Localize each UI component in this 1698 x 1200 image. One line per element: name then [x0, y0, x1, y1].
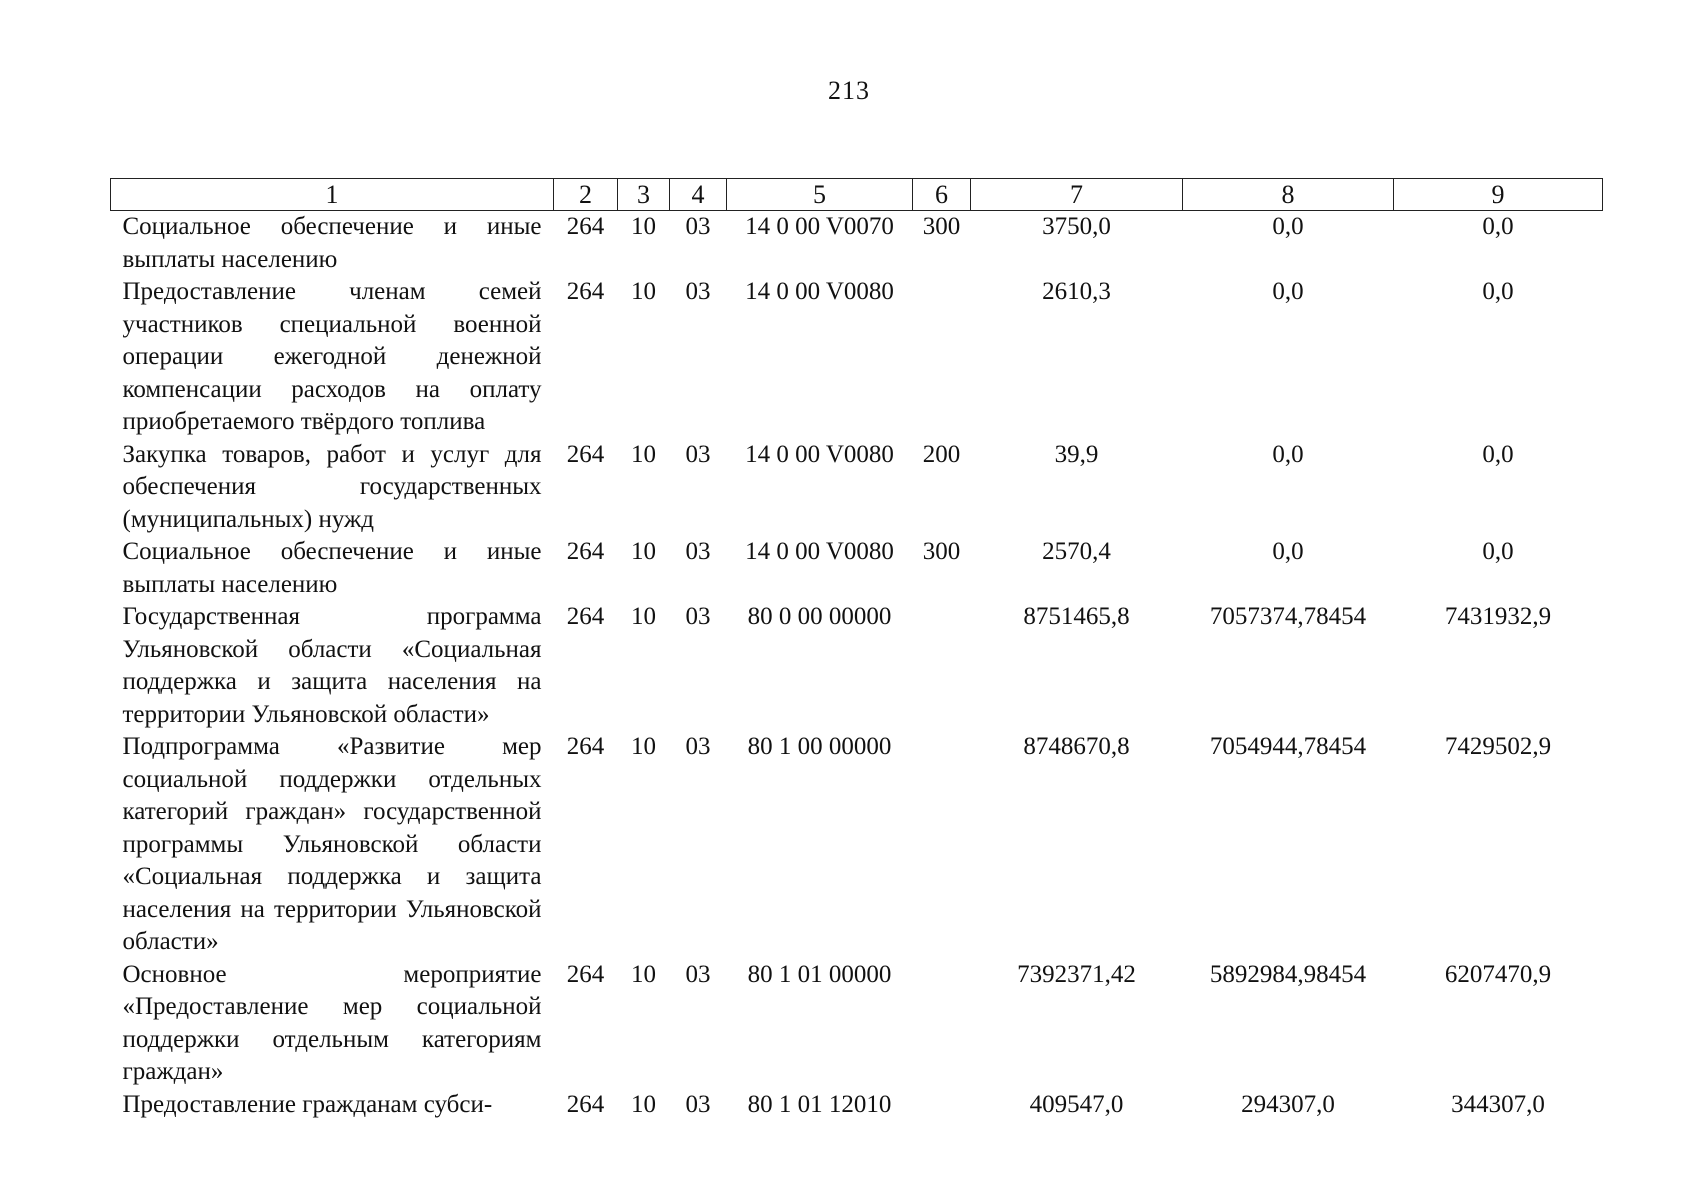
row-col-6: [913, 601, 971, 731]
row-col-3: 10: [631, 960, 656, 988]
table-row: [111, 601, 1603, 731]
header-cell-5: 5: [727, 179, 913, 211]
row-col-7: 8748670,8: [1023, 733, 1130, 760]
row-col-8: 0,0: [1272, 213, 1304, 240]
row-col-8: 7057374,78454: [1209, 603, 1367, 630]
row-col-7: 2570,4: [1042, 538, 1111, 565]
row-col-8: 7054944,78454: [1209, 733, 1367, 760]
header-cell-6: 6: [913, 179, 971, 211]
row-col-3: 10: [631, 538, 656, 565]
row-col-7: 8751465,8: [1023, 603, 1130, 630]
row-col-3: 10: [631, 1090, 656, 1118]
row-name: Социальное обеспечение и иные выплаты населению: [122, 538, 542, 598]
page-number: 213: [828, 76, 870, 105]
row-name: Предоставление гражданам субси-: [122, 1090, 493, 1118]
row-col-2: 264: [566, 603, 605, 630]
row-col-9: 344307,0: [1451, 1090, 1545, 1118]
row-col-2: 264: [566, 733, 605, 760]
header-cell-1: 1: [111, 179, 554, 211]
row-col-5: 80 1 00 00000: [747, 733, 892, 760]
header-cell-7: 7: [971, 179, 1183, 211]
row-col-4: 03: [685, 1090, 711, 1118]
row-col-2: 264: [566, 213, 605, 240]
row-col-4: 03: [685, 538, 711, 565]
header-cell-4: 4: [670, 179, 727, 211]
table-row: [111, 1089, 1603, 1122]
table-row: [111, 439, 1603, 537]
row-col-7: 7392371,42: [1017, 960, 1136, 988]
row-col-9: 7429502,9: [1444, 733, 1552, 760]
row-name: Подпрограмма «Развитие мер социальной поддержки отдельных категорий граждан» государственной программы Ульяновской области «Социальная поддержка и защита населения на территории Ульяновской области»: [122, 733, 542, 955]
row-col-5: 14 0 00 V0080: [745, 538, 894, 565]
row-col-8: 0,0: [1272, 538, 1304, 565]
row-name: Государственная программа Ульяновской области «Социальная поддержка и защита населения на территории Ульяновской области»: [122, 603, 542, 728]
row-col-5: 80 1 01 00000: [747, 960, 892, 988]
table-row: [111, 536, 1603, 601]
row-name: Предоставление членам семей участников специальной военной операции ежегодной денежной компенсации расходов на оплату приобретаемого твёрдого топлива: [122, 278, 542, 435]
row-col-9: 0,0: [1482, 213, 1514, 240]
row-col-8: 294307,0: [1241, 1090, 1335, 1118]
header-row: [111, 179, 1603, 211]
row-col-9: 0,0: [1482, 538, 1514, 565]
row-col-6: [913, 276, 971, 439]
row-col-7: 39,9: [1054, 440, 1099, 468]
header-cell-2: 2: [554, 179, 618, 211]
row-col-5: 80 0 00 00000: [747, 603, 892, 630]
table-row: [111, 731, 1603, 959]
table-row: [111, 211, 1603, 277]
row-col-6: [913, 731, 971, 959]
row-col-3: 10: [631, 733, 656, 760]
table-row: [111, 959, 1603, 1089]
row-col-4: 03: [685, 440, 711, 468]
row-col-2: 264: [566, 440, 605, 468]
row-col-8: 5892984,98454: [1209, 960, 1367, 988]
row-col-6: 300: [922, 538, 961, 565]
row-col-4: 03: [685, 960, 711, 988]
row-name: Основное мероприятие «Предоставление мер социальной поддержки отдельным категориям граждан»: [122, 960, 542, 1085]
row-col-7: 3750,0: [1042, 213, 1111, 240]
row-col-2: 264: [566, 538, 605, 565]
row-name: Закупка товаров, работ и услуг для обеспечения государственных (муниципальных) нужд: [122, 440, 542, 533]
row-col-5: 14 0 00 V0080: [745, 440, 894, 468]
row-col-4: 03: [685, 603, 711, 630]
row-col-7: 409547,0: [1029, 1090, 1124, 1118]
row-col-5: 14 0 00 V0080: [745, 278, 894, 305]
row-col-9: 7431932,9: [1444, 603, 1552, 630]
row-col-9: 0,0: [1482, 278, 1514, 305]
row-col-2: 264: [566, 278, 605, 305]
row-col-8: 0,0: [1272, 440, 1304, 468]
row-col-6: [913, 1089, 971, 1122]
row-col-5: 14 0 00 V0070: [745, 213, 894, 240]
row-col-3: 10: [631, 440, 656, 468]
row-col-4: 03: [685, 278, 711, 305]
row-col-9: 0,0: [1482, 440, 1514, 468]
budget-table: [110, 178, 1603, 1121]
table-row: [111, 276, 1603, 439]
row-col-7: 2610,3: [1042, 278, 1111, 305]
row-col-3: 10: [631, 213, 656, 240]
row-col-3: 10: [631, 603, 656, 630]
row-col-6: [913, 959, 971, 1089]
row-col-3: 10: [631, 278, 656, 305]
row-col-9: 6207470,9: [1444, 960, 1552, 988]
row-col-5: 80 1 01 12010: [747, 1090, 892, 1118]
row-col-6: 300: [922, 213, 961, 240]
header-cell-3: 3: [618, 179, 670, 211]
table-body: [111, 211, 1603, 1122]
row-col-6: 200: [922, 440, 961, 468]
row-name: Социальное обеспечение и иные выплаты населению: [122, 213, 542, 273]
row-col-8: 0,0: [1272, 278, 1304, 305]
row-col-4: 03: [685, 213, 711, 240]
table-header: [111, 179, 1603, 211]
row-col-2: 264: [566, 1090, 605, 1118]
header-cell-9: 9: [1394, 179, 1603, 211]
header-cell-8: 8: [1183, 179, 1394, 211]
row-col-2: 264: [566, 960, 605, 988]
row-col-4: 03: [685, 733, 711, 760]
